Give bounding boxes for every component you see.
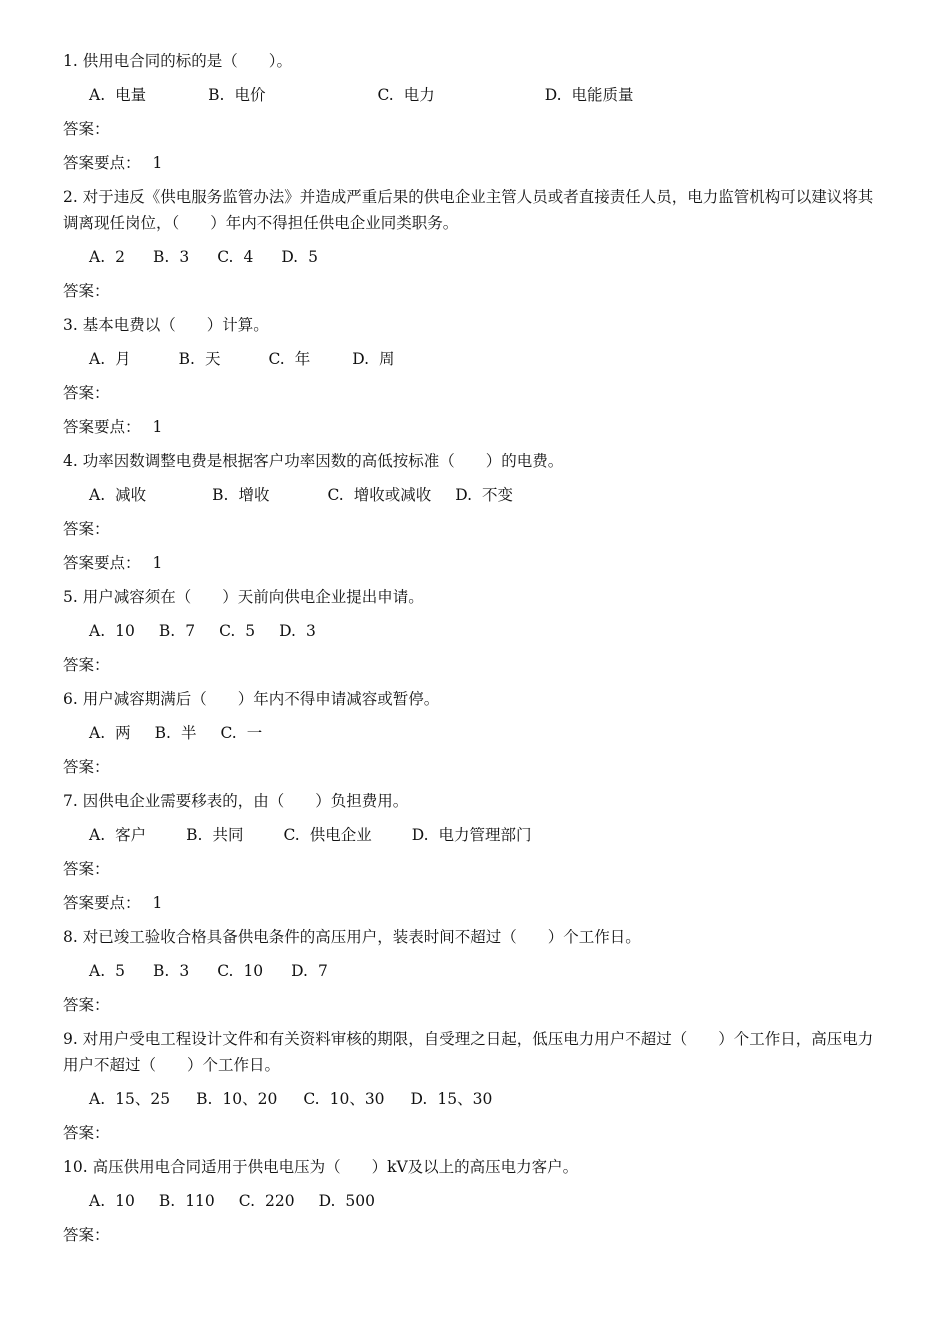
option-item bbox=[279, 618, 316, 644]
option-text: 3 bbox=[179, 248, 190, 266]
question-block bbox=[63, 1026, 883, 1146]
option-item bbox=[217, 244, 253, 270]
option-item bbox=[89, 1086, 170, 1112]
question-text: 5. 用户减容须在（ ）天前向供电企业提出申请。 bbox=[63, 588, 424, 606]
option-item bbox=[219, 618, 255, 644]
option-letter: A. bbox=[89, 622, 106, 640]
answer-key-label: 答案要点： bbox=[63, 554, 141, 572]
options-row bbox=[89, 1086, 883, 1112]
option-letter: C. bbox=[220, 724, 237, 742]
answer-key-row bbox=[63, 550, 883, 576]
option-text: 7 bbox=[185, 622, 196, 640]
option-text: 15、30 bbox=[437, 1090, 493, 1108]
option-text: 供电企业 bbox=[309, 826, 372, 844]
answer-key-value: 1 bbox=[152, 154, 163, 172]
answer-key-value: 1 bbox=[152, 418, 163, 436]
option-letter: B. bbox=[154, 724, 171, 742]
answer-key-row bbox=[63, 150, 883, 176]
answer-label: 答案： bbox=[63, 758, 110, 776]
option-letter: A. bbox=[89, 1192, 106, 1210]
question-block bbox=[63, 788, 883, 916]
option-text: 电力 bbox=[403, 86, 435, 104]
answer-label: 答案： bbox=[63, 656, 110, 674]
question-block bbox=[63, 584, 883, 678]
options-row bbox=[89, 958, 883, 984]
option-item bbox=[196, 1086, 277, 1112]
option-text: 7 bbox=[317, 962, 328, 980]
question-block bbox=[63, 1154, 883, 1248]
option-text: 电能质量 bbox=[571, 86, 634, 104]
answer-key-label: 答案要点： bbox=[63, 154, 141, 172]
option-letter: C. bbox=[303, 1090, 320, 1108]
options-row bbox=[89, 244, 883, 270]
answer-key-value: 1 bbox=[152, 894, 163, 912]
option-text: 增收或减收 bbox=[353, 486, 432, 504]
option-item bbox=[291, 958, 328, 984]
option-letter: D. bbox=[410, 1090, 428, 1108]
option-letter: D. bbox=[544, 86, 562, 104]
option-text: 一 bbox=[246, 724, 263, 742]
question-block bbox=[63, 924, 883, 1018]
answer-label: 答案： bbox=[63, 120, 110, 138]
option-item bbox=[319, 1188, 375, 1214]
option-text: 10 bbox=[115, 622, 135, 640]
option-text: 增收 bbox=[238, 486, 270, 504]
options-row bbox=[89, 82, 883, 108]
question-text: 9. 对用户受电工程设计文件和有关资料审核的期限，自受理之日起，低压电力用户不超过（ ）个工作日，高压电力用户不超过（ ）个工作日。 bbox=[63, 1030, 874, 1074]
question-text: 3. 基本电费以（ ）计算。 bbox=[63, 316, 269, 334]
option-item bbox=[412, 822, 532, 848]
options-row bbox=[89, 482, 883, 508]
option-item bbox=[153, 244, 189, 270]
option-text: 半 bbox=[180, 724, 197, 742]
option-letter: C. bbox=[327, 486, 344, 504]
option-text: 220 bbox=[265, 1192, 295, 1210]
option-item bbox=[352, 346, 394, 372]
option-item bbox=[186, 822, 243, 848]
option-letter: C. bbox=[217, 248, 234, 266]
option-item bbox=[89, 822, 146, 848]
question-block bbox=[63, 312, 883, 440]
answer-label: 答案： bbox=[63, 282, 110, 300]
option-letter: D. bbox=[352, 350, 370, 368]
option-item bbox=[179, 346, 221, 372]
option-letter: B. bbox=[158, 622, 176, 640]
option-item bbox=[217, 958, 263, 984]
option-item bbox=[89, 720, 131, 746]
option-item bbox=[283, 822, 371, 848]
option-letter: C. bbox=[219, 622, 236, 640]
question-text: 4. 功率因数调整电费是根据客户功率因数的高低按标准（ ）的电费。 bbox=[63, 452, 564, 470]
option-letter: D. bbox=[291, 962, 308, 980]
option-text: 客户 bbox=[115, 826, 147, 844]
option-item bbox=[89, 82, 146, 108]
question-block bbox=[63, 686, 883, 780]
option-item bbox=[212, 482, 269, 508]
question-text: 8. 对已竣工验收合格具备供电条件的高压用户，装表时间不超过（ ）个工作日。 bbox=[63, 928, 641, 946]
option-text: 周 bbox=[379, 350, 395, 368]
option-letter: A. bbox=[89, 724, 106, 742]
option-letter: C. bbox=[268, 350, 285, 368]
option-letter: D. bbox=[281, 248, 299, 266]
option-text: 3 bbox=[305, 622, 316, 640]
option-letter: B. bbox=[186, 826, 203, 844]
option-item bbox=[89, 958, 125, 984]
options-row bbox=[89, 822, 883, 848]
options-row bbox=[89, 1188, 883, 1214]
option-text: 减收 bbox=[115, 486, 147, 504]
option-text: 5 bbox=[115, 962, 125, 980]
option-letter: C. bbox=[238, 1192, 256, 1210]
option-item bbox=[159, 618, 195, 644]
option-item bbox=[89, 482, 146, 508]
answer-key-label: 答案要点： bbox=[63, 418, 141, 436]
option-item bbox=[411, 1086, 493, 1112]
option-letter: B. bbox=[153, 962, 170, 980]
option-letter: C. bbox=[377, 86, 394, 104]
option-letter: B. bbox=[196, 1090, 213, 1108]
option-item bbox=[89, 244, 125, 270]
answer-key-row bbox=[63, 414, 883, 440]
answer-label: 答案： bbox=[63, 520, 110, 538]
option-item bbox=[220, 720, 262, 746]
option-letter: B. bbox=[212, 486, 229, 504]
option-letter: B. bbox=[178, 350, 195, 368]
option-text: 5 bbox=[308, 248, 318, 266]
answer-key-value: 1 bbox=[152, 554, 163, 572]
option-item bbox=[153, 958, 189, 984]
option-text: 10、30 bbox=[329, 1090, 385, 1108]
question-text: 10. 高压供用电合同适用于供电电压为（ ）kV及以上的高压电力客户。 bbox=[63, 1158, 579, 1176]
question-text: 6. 用户减容期满后（ ）年内不得申请减容或暂停。 bbox=[63, 690, 440, 708]
option-letter: A. bbox=[89, 248, 106, 266]
option-text: 两 bbox=[115, 724, 131, 742]
option-item bbox=[268, 346, 310, 372]
option-item bbox=[89, 618, 135, 644]
option-item bbox=[155, 720, 197, 746]
option-item bbox=[239, 1188, 295, 1214]
option-item bbox=[377, 82, 434, 108]
option-item bbox=[159, 1188, 215, 1214]
option-text: 4 bbox=[243, 248, 254, 266]
option-letter: A. bbox=[89, 350, 106, 368]
option-item bbox=[545, 82, 634, 108]
option-letter: B. bbox=[153, 248, 170, 266]
option-text: 500 bbox=[345, 1192, 376, 1210]
option-text: 年 bbox=[294, 350, 311, 368]
option-text: 电价 bbox=[234, 86, 266, 104]
answer-key-row bbox=[63, 890, 883, 916]
question-list bbox=[63, 48, 883, 1256]
option-letter: A. bbox=[89, 1090, 106, 1108]
options-row bbox=[89, 346, 883, 372]
option-text: 不变 bbox=[482, 486, 514, 504]
answer-label: 答案： bbox=[63, 996, 110, 1014]
option-letter: D. bbox=[279, 622, 296, 640]
option-text: 10 bbox=[243, 962, 264, 980]
option-text: 110 bbox=[185, 1192, 215, 1210]
option-text: 电量 bbox=[115, 86, 147, 104]
question-text: 2. 对于违反《供电服务监管办法》并造成严重后果的供电企业主管人员或者直接责任人员，电力监管机构可以建议将其调离现任岗位，（ ）年内不得担任供电企业同类职务。 bbox=[63, 188, 874, 232]
option-letter: D. bbox=[411, 826, 429, 844]
option-text: 2 bbox=[115, 248, 125, 266]
option-item bbox=[208, 82, 265, 108]
option-letter: D. bbox=[318, 1192, 336, 1210]
option-letter: B. bbox=[208, 86, 225, 104]
option-item bbox=[303, 1086, 384, 1112]
option-letter: C. bbox=[283, 826, 300, 844]
option-text: 3 bbox=[179, 962, 190, 980]
options-row bbox=[89, 720, 883, 746]
answer-label: 答案： bbox=[63, 1124, 110, 1142]
option-text: 共同 bbox=[212, 826, 244, 844]
option-letter: D. bbox=[455, 486, 473, 504]
answer-label: 答案： bbox=[63, 384, 110, 402]
option-text: 10、20 bbox=[222, 1090, 278, 1108]
option-item bbox=[89, 346, 131, 372]
question-block bbox=[63, 184, 883, 304]
answer-key-label: 答案要点： bbox=[63, 894, 141, 912]
option-text: 天 bbox=[204, 350, 221, 368]
option-letter: B. bbox=[158, 1192, 176, 1210]
question-block bbox=[63, 448, 883, 576]
option-letter: A. bbox=[89, 826, 106, 844]
option-item bbox=[327, 482, 431, 508]
question-text: 1. 供用电合同的标的是（ ）。 bbox=[63, 52, 292, 70]
option-text: 月 bbox=[115, 350, 131, 368]
option-text: 10 bbox=[115, 1192, 135, 1210]
option-text: 电力管理部门 bbox=[438, 826, 532, 844]
options-row bbox=[89, 618, 883, 644]
option-letter: A. bbox=[89, 86, 106, 104]
option-item bbox=[281, 244, 318, 270]
option-item bbox=[455, 482, 513, 508]
question-text: 7. 因供电企业需要移表的，由（ ）负担费用。 bbox=[63, 792, 409, 810]
question-block bbox=[63, 48, 883, 176]
option-letter: A. bbox=[89, 486, 106, 504]
option-item bbox=[89, 1188, 135, 1214]
option-text: 5 bbox=[245, 622, 256, 640]
answer-label: 答案： bbox=[63, 860, 110, 878]
option-letter: C. bbox=[217, 962, 234, 980]
option-text: 15、25 bbox=[115, 1090, 171, 1108]
option-letter: A. bbox=[89, 962, 106, 980]
answer-label: 答案： bbox=[63, 1226, 110, 1244]
